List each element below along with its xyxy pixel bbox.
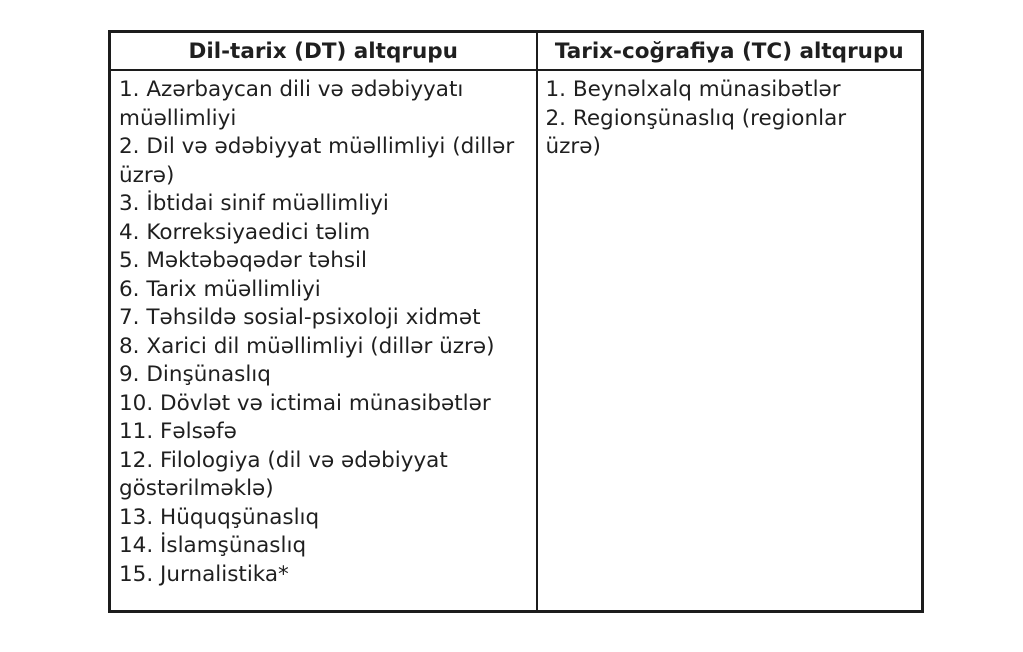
list-item: 14. İslamşünaslıq: [119, 533, 307, 558]
list-item: 1. Beynəlxalq münasibətlər: [545, 77, 841, 102]
column-dt-cell: [110, 70, 537, 612]
tc-items-list: [546, 76, 914, 162]
list-item: 2. Regionşünaslıq (regionlar üzrə): [545, 105, 847, 159]
list-item: 3. İbtidai sinif müəllimliyi: [119, 191, 389, 216]
list-item: 4. Korreksiyaedici təlim: [119, 219, 371, 245]
subgroups-table: [108, 30, 924, 613]
list-item: 12. Filologiya (dil və ədəbiyyat göstərilməklə): [119, 447, 448, 501]
column-tc-cell: [537, 70, 923, 612]
list-item: 9. Dinşünaslıq: [119, 362, 271, 387]
list-item: 5. Məktəbəqədər təhsil: [119, 248, 367, 273]
table-body-row: [110, 70, 923, 612]
table-header-row: [110, 32, 923, 71]
list-item: 1. Azərbaycan dili və ədəbiyyatı müəllimliyi: [119, 77, 464, 131]
column-header-dt: Dil-tarix (DT) altqrupu: [110, 32, 537, 71]
list-item: 8. Xarici dil müəllimliyi (dillər üzrə): [119, 333, 495, 359]
list-item: 13. Hüquqşünaslıq: [119, 504, 320, 530]
list-item: 11. Fəlsəfə: [119, 419, 237, 444]
column-header-tc: Tarix-coğrafiya (TC) altqrupu: [537, 32, 923, 71]
list-item: 6. Tarix müəllimliyi: [119, 276, 321, 302]
dt-items-list: [119, 76, 528, 589]
list-item: 2. Dil və ədəbiyyat müəllimliyi (dillər üzrə): [119, 134, 515, 188]
list-item: 7. Təhsildə sosial-psixoloji xidmət: [119, 305, 481, 330]
list-item: 10. Dövlət və ictimai münasibətlər: [119, 390, 491, 416]
list-item: 15. Jurnalistika*: [119, 561, 289, 587]
